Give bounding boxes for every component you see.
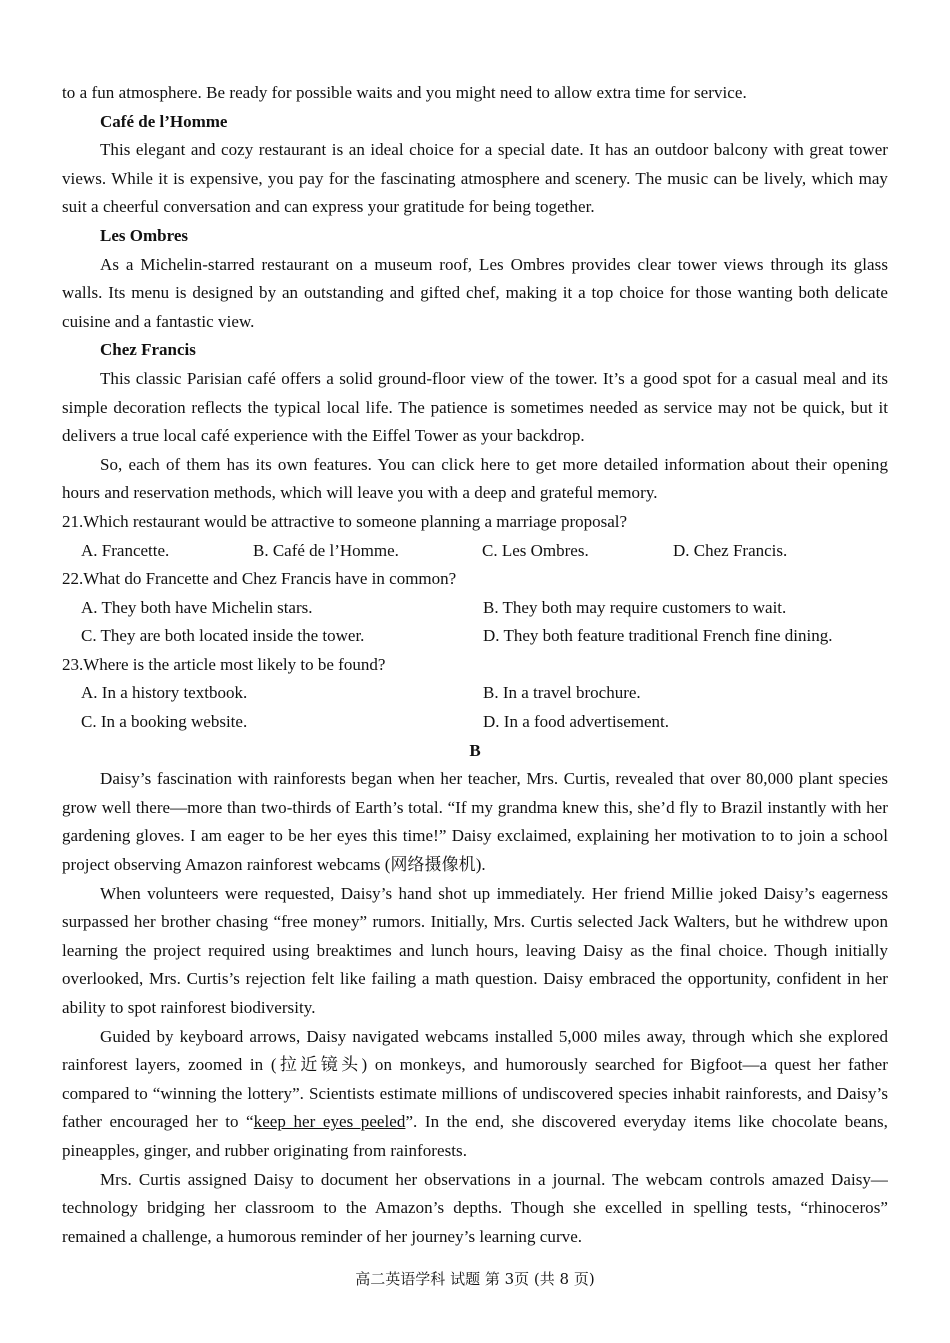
restaurant-text-cafe-de-lhomme: This elegant and cozy restaurant is an ideal choice for a special date. It has an outdoor balcony with great tower views. While it is expensive, you pay for the fascinating atmosphere and scenery. The music can be lively, which may suit a cheerful conversation and can express your gratitude for being together. (62, 140, 888, 217)
question-21-option-b: B. Café de l’Homme. (253, 540, 399, 560)
question-21-option-d: D. Chez Francis. (673, 540, 788, 560)
exam-page (62, 79, 888, 1251)
page-footer: 高二英语学科 试题 第 3页 (共 8 页) (355, 1270, 595, 1288)
restaurant-text-les-ombres: As a Michelin-starred restaurant on a museum roof, Les Ombres provides clear tower views through its glass walls. Its menu is designed by an outstanding and gifted chef, making it a top choice for those wanting both delicate cuisine and a fantastic view. (62, 254, 888, 331)
passage-b-paragraph-2: When volunteers were requested, Daisy’s hand shot up immediately. Her friend Millie joked Daisy’s eagerness surpassed her brother chasing “free money” rumors. Initially, Mrs. Curtis selected Jack Walters, but he withdrew upon learning the project required using breaktimes and lunch hours, leaving Daisy as the final choice. Though initially overlooked, Mrs. Curtis’s rejection felt like failing a math question. Daisy embraced the opportunity, confident in her ability to spot rainforest biodiversity. (62, 883, 888, 1017)
passage-b-paragraph-3 (62, 1023, 888, 1166)
passage-b-paragraph-3-before: Guided by keyboard arrows, Daisy navigated webcams installed 5,000 miles away, through which she explored rainforest layers, zoomed in (拉近镜头) on monkeys, and humorously searched for Bigfoot—a quest her father compared to “winning the lottery”. Scientists estimate millions of undiscovered species inhabit rainforests, and Daisy’s father encouraged her to “ (62, 1026, 888, 1132)
conclusion-paragraph: So, each of them has its own features. You can click here to get more detailed information about their opening hours and reservation methods, which will leave you with a deep and grateful memory. (62, 454, 888, 503)
question-21-options (62, 537, 888, 566)
question-22-option-c: C. They are both located inside the tower. (81, 626, 365, 646)
restaurant-text-chez-francis: This classic Parisian café offers a solid ground-floor view of the tower. It’s a good spot for a casual meal and its simple decoration reflects the typical local life. The patience is sometimes needed as service may not be quick, but it delivers a true local café experience with the Eiffel Tower as your backdrop. (62, 368, 888, 446)
intro-tail-paragraph: to a fun atmosphere. Be ready for possible waits and you might need to allow extra time for service. (62, 83, 747, 102)
section-b-title: B (469, 740, 481, 760)
question-23-option-b: B. In a travel brochure. (483, 683, 641, 703)
question-21-option-a: A. Francette. (81, 540, 170, 560)
restaurant-heading-les-ombres: Les Ombres (100, 225, 188, 245)
question-22-option-d: D. They both feature traditional French fine dining. (483, 626, 833, 646)
question-22-option-a: A. They both have Michelin stars. (81, 597, 313, 617)
question-22-stem: 22.What do Francette and Chez Francis have in common? (62, 569, 457, 589)
passage-b-paragraph-4: Mrs. Curtis assigned Daisy to document her observations in a journal. The webcam controls amazed Daisy—technology bridging her classroom to the Amazon’s depths. Though she excelled in spelling tests, “rhinoceros” remained a challenge, a humorous reminder of her journey’s learning curve. (62, 1169, 888, 1246)
restaurant-heading-chez-francis: Chez Francis (100, 340, 196, 360)
question-21-option-c: C. Les Ombres. (482, 540, 589, 560)
restaurant-heading-cafe-de-lhomme: Café de l’Homme (100, 111, 228, 131)
question-22-option-b: B. They both may require customers to wait. (483, 597, 787, 617)
question-22-options-row-2 (62, 622, 888, 651)
question-23-options-row-1 (62, 679, 888, 708)
question-23-stem: 23.Where is the article most likely to be found? (62, 654, 386, 674)
question-23-options-row-2 (62, 708, 888, 737)
question-23-option-d: D. In a food advertisement. (483, 712, 669, 732)
underlined-phrase: keep her eyes peeled (253, 1112, 406, 1132)
passage-b-paragraph-1: Daisy’s fascination with rainforests began when her teacher, Mrs. Curtis, revealed that over 80,000 plant species grow well there—more than two-thirds of Earth’s total. “If my grandma knew this, she’d fly to Brazil instantly with her gardening gloves. I am eager to be her eyes this time!” Daisy exclaimed, explaining her motivation to to join a school project observing Amazon rainforest webcams (网络摄像机). (62, 769, 888, 875)
question-23-option-c: C. In a booking website. (81, 712, 248, 732)
question-21-stem: 21.Which restaurant would be attractive to someone planning a marriage proposal? (62, 511, 628, 531)
question-22-options-row-1 (62, 594, 888, 623)
passage-b-paragraph-3-after: ”. In the end, she discovered everyday items like chocolate beans, pineapples, ginger, and rubber originating from rainforests. (62, 1112, 888, 1160)
question-23-option-a: A. In a history textbook. (81, 683, 248, 703)
